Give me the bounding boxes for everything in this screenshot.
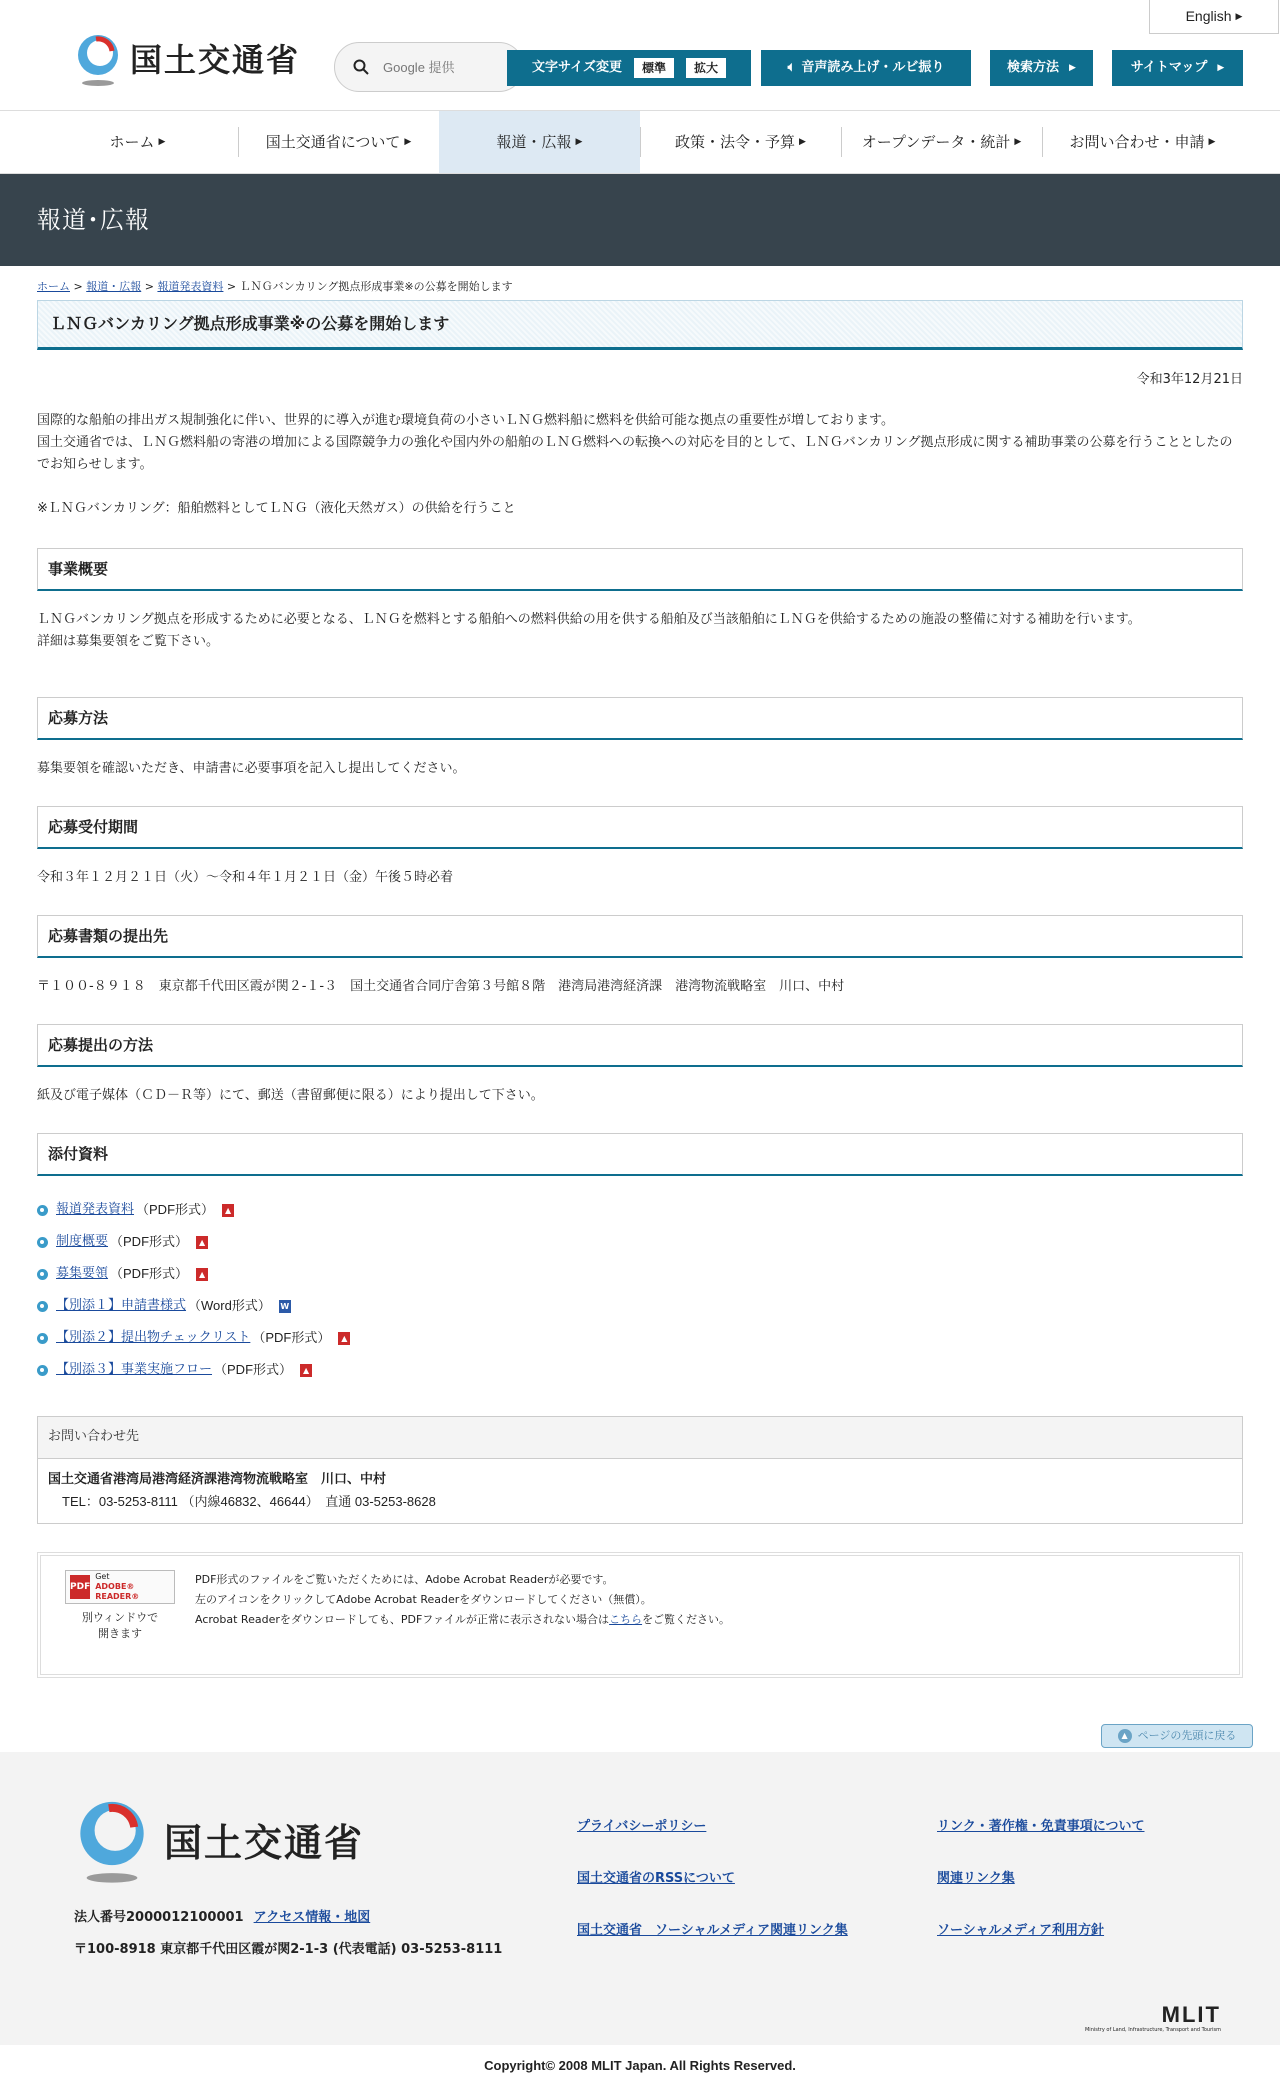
list-item: [37, 1226, 1243, 1258]
triangle-right-icon: ▶: [1235, 11, 1243, 22]
contact-body: [38, 1459, 1242, 1523]
bullet-icon: [37, 1333, 48, 1344]
voice-ruby-label: 音声読み上げ・ルビ振り: [801, 59, 945, 75]
section-paragraph: 〒１００-８９１８ 東京都千代田区霞が関２-１-３ 国土交通省合同庁舎第３号館８階 港湾局港湾経済課 港湾物流戦略室 川口、中村: [37, 979, 845, 995]
footer-info: [74, 1902, 502, 1966]
section-heading-attachments: 添付資料: [37, 1133, 1243, 1176]
site-header: [37, 0, 1243, 110]
footer-links: [577, 1816, 1217, 1942]
main-content: [37, 266, 1243, 1752]
bullet-icon: [37, 1205, 48, 1216]
list-item: [37, 1354, 1243, 1386]
attachment-format: （PDF形式）: [110, 1233, 189, 1249]
contact-box: [37, 1416, 1243, 1524]
adobe-badge-text: [95, 1572, 174, 1602]
list-item: [37, 1322, 1243, 1354]
global-nav: [0, 110, 1280, 174]
acrobat-line: [195, 1610, 730, 1630]
search-method-button[interactable]: [990, 50, 1093, 86]
mlit-wordmark: [1085, 2004, 1221, 2034]
footer-corp-number: 法人番号2000012100001: [74, 1910, 244, 1926]
nav-label: ホーム: [109, 133, 155, 151]
attachment-format: （PDF形式）: [136, 1201, 215, 1217]
nav-item-contact[interactable]: [1042, 111, 1243, 173]
attachment-link[interactable]: 募集要領: [56, 1265, 109, 1281]
triangle-right-icon: ▶: [575, 136, 583, 147]
contact-heading: お問い合わせ先: [38, 1417, 1242, 1459]
footer-corp-row: [74, 1902, 502, 1934]
list-item: [37, 1258, 1243, 1290]
search-method-label: 検索方法: [1007, 59, 1060, 75]
intro-text: [37, 410, 1243, 520]
footer-link-social-policy[interactable]: ソーシャルメディア利用方針: [937, 1923, 1105, 1939]
acrobat-notice: [37, 1552, 1243, 1678]
breadcrumb-press-releases[interactable]: 報道発表資料: [157, 280, 224, 293]
triangle-right-icon: ▶: [1014, 136, 1022, 147]
acrobat-window-note: [55, 1610, 185, 1642]
section-body-submit-to: [37, 976, 1243, 998]
attachment-link[interactable]: 制度概要: [56, 1233, 109, 1249]
font-size-standard-button[interactable]: 標準: [634, 58, 674, 78]
get-adobe-reader-button[interactable]: [65, 1570, 175, 1604]
attachment-format: （PDF形式）: [252, 1329, 331, 1345]
copyright: Copyright© 2008 MLIT Japan. All Rights Reserved.: [484, 2058, 796, 2074]
mlit-logo-icon: [74, 33, 122, 89]
section-body-overview: [37, 609, 1243, 653]
pdf-icon: ▲: [196, 1268, 208, 1281]
bullet-icon: [37, 1237, 48, 1248]
section-heading-apply: 応募方法: [37, 697, 1243, 740]
footer-link-rss[interactable]: 国土交通省のRSSについて: [577, 1871, 735, 1887]
attachment-format: （PDF形式）: [214, 1361, 293, 1377]
nav-label: 報道・広報: [496, 133, 572, 151]
category-title: 報道･広報: [37, 206, 150, 234]
bullet-icon: [37, 1269, 48, 1280]
pdf-icon: ▲: [338, 1332, 350, 1345]
nav-label: オープンデータ・統計: [861, 133, 1011, 151]
attachment-list: [37, 1194, 1243, 1386]
site-logo-text: 国土交通省: [130, 41, 301, 80]
adobe-badge-name: ADOBE® READER®: [95, 1582, 140, 1602]
nav-item-about[interactable]: [238, 111, 439, 173]
nav-item-opendata[interactable]: [841, 111, 1042, 173]
footer-logo-text: 国土交通省: [164, 1820, 365, 1865]
acrobat-line: 左のアイコンをクリックしてAdobe Acrobat Readerをダウンロードしてください（無償）。: [195, 1593, 652, 1607]
triangle-right-icon: ▶: [404, 136, 412, 147]
page-top-label: ページの先頭に戻る: [1137, 1729, 1237, 1743]
acrobat-download: [55, 1570, 185, 1660]
section-paragraph: 令和３年１２月２１日（火）～令和４年１月２１日（金）午後５時必着: [37, 870, 454, 886]
speaker-icon: 🔈︎: [787, 59, 796, 75]
section-paragraph: 詳細は募集要領をご覧下さい。: [37, 634, 220, 650]
breadcrumb-separator: >: [141, 280, 158, 293]
section-paragraph: ＬＮＧバンカリング拠点を形成するために必要となる、ＬＮＧを燃料とする船舶への燃料供給の用を供する船舶及び当該船舶にＬＮＧを供給するための施設の整備に対する補助を行います。: [37, 612, 1141, 628]
triangle-right-icon: ▶: [799, 136, 806, 147]
triangle-right-icon: ▶: [158, 136, 166, 147]
section-heading-period: 応募受付期間: [37, 806, 1243, 849]
sitemap-button[interactable]: [1112, 50, 1243, 86]
section-heading-overview: 事業概要: [37, 548, 1243, 591]
acrobat-line-text: をご覧ください。: [642, 1613, 731, 1627]
pdf-icon: ▲: [196, 1236, 208, 1249]
section-heading-submit-to: 応募書類の提出先: [37, 915, 1243, 958]
intro-paragraph: 国際的な船舶の排出ガス規制強化に伴い、世界的に導入が進む環境負荷の小さいＬＮＧ燃料船に燃料を供給可能な拠点の重要性が増しております。: [37, 413, 894, 429]
sitemap-label: サイトマップ: [1130, 59, 1208, 75]
arrow-up-icon: ▲: [1118, 1729, 1132, 1743]
word-icon: W: [280, 1301, 290, 1311]
attachment-link[interactable]: 【別添３】事業実施フロー: [56, 1361, 213, 1377]
section-body-apply: [37, 758, 1243, 780]
page-title: ＬＮＧバンカリング拠点形成事業※の公募を開始します: [37, 300, 1243, 350]
intro-note: ※ＬＮＧバンカリング：船舶燃料としてＬＮＧ（液化天然ガス）の供給を行うこと: [37, 501, 516, 517]
nav-item-press[interactable]: [439, 111, 640, 173]
contact-tel: TEL：03-5253-8111 （内線46832、46644） 直通 03-5253-8628: [62, 1494, 436, 1510]
breadcrumb-current: ＬＮＧバンカリング拠点形成事業※の公募を開始します: [239, 280, 513, 293]
search-icon[interactable]: [353, 59, 369, 75]
nav-label: お問い合わせ・申請: [1069, 133, 1205, 151]
site-search: [334, 42, 524, 92]
site-footer: [0, 1752, 1280, 2045]
mlit-logo-icon: [74, 1798, 150, 1888]
triangle-right-icon: ▶: [1217, 62, 1225, 73]
breadcrumb-home[interactable]: ホーム: [37, 280, 70, 293]
adobe-pdf-icon: PDF: [70, 1575, 90, 1599]
footer-link-social-links[interactable]: 国土交通省 ソーシャルメディア関連リンク集: [577, 1923, 848, 1939]
breadcrumb-press[interactable]: 報道・広報: [86, 280, 142, 293]
footer-address: 〒100-8918 東京都千代田区霞が関2-1-3 (代表電話) 03-5253-8111: [74, 1942, 503, 1958]
voice-ruby-button[interactable]: [761, 50, 971, 86]
english-button[interactable]: [1149, 0, 1279, 34]
attachment-link[interactable]: 報道発表資料: [56, 1201, 135, 1217]
section-body-submit-method: [37, 1085, 1243, 1107]
attachment-link[interactable]: 【別添２】提出物チェックリスト: [56, 1329, 251, 1345]
breadcrumb-separator: >: [223, 280, 240, 293]
footer-link-related[interactable]: 関連リンク集: [937, 1871, 1015, 1887]
contact-org: 国土交通省港湾局港湾経済課港湾物流戦略室 川口、中村: [48, 1472, 387, 1488]
list-item: [37, 1194, 1243, 1226]
acrobat-line: PDF形式のファイルをご覧いただくためには、Adobe Acrobat Readerが必要です。: [195, 1573, 614, 1587]
bullet-icon: [37, 1301, 48, 1312]
attachment-link[interactable]: 【別添１】申請書様式: [56, 1297, 187, 1313]
mlit-wordmark-small: Ministry of Land, Infrastructure, Transport and Tourism: [1084, 2027, 1221, 2034]
mlit-wordmark-big: MLIT: [1161, 2002, 1221, 2028]
font-size-control: [507, 50, 751, 86]
search-input[interactable]: [383, 60, 503, 75]
intro-paragraph: 国土交通省では、ＬＮＧ燃料船の寄港の増加による国際競争力の強化や国内外の船舶のＬＮＧ燃料への転換への対応を目的として、ＬＮＧバンカリング拠点形成に関する補助事業の公募を行うこととしたのでお知らせします。: [37, 435, 1233, 473]
nav-label: 国土交通省について: [265, 133, 401, 151]
attachment-format: （Word形式）: [188, 1297, 271, 1313]
acrobat-help-link[interactable]: こちら: [609, 1613, 643, 1627]
section-paragraph: 紙及び電子媒体（ＣＤ－Ｒ等）にて、郵送（書留郵便に限る）により提出して下さい。: [37, 1088, 544, 1104]
acrobat-window-note-line: 別ウィンドウで: [81, 1611, 159, 1625]
list-item: [37, 1290, 1243, 1322]
footer-logo[interactable]: [74, 1798, 364, 1888]
section-paragraph: 募集要領を確認いただき、申請書に必要事項を記入し提出してください。: [37, 761, 466, 777]
triangle-right-icon: ▶: [1208, 136, 1216, 147]
attachment-format: （PDF形式）: [110, 1265, 189, 1281]
english-label: English: [1185, 8, 1232, 25]
pdf-icon: ▲: [222, 1204, 234, 1217]
bullet-icon: [37, 1365, 48, 1376]
publish-date: 令和3年12月21日: [1136, 371, 1243, 387]
font-size-large-button[interactable]: 拡大: [686, 58, 726, 78]
pdf-icon: ▲: [300, 1364, 312, 1377]
footer-inner: [37, 1752, 1243, 2045]
footer-link-copyright[interactable]: リンク・著作権・免責事項について: [937, 1819, 1145, 1835]
category-band: [0, 174, 1280, 266]
pagetop-row: [37, 1706, 1243, 1752]
section-body-period: [37, 867, 1243, 889]
acrobat-window-note-line: 開きます: [98, 1627, 142, 1641]
nav-item-policy[interactable]: [640, 111, 841, 173]
section-heading-submit-method: 応募提出の方法: [37, 1024, 1243, 1067]
page-top-button[interactable]: [1101, 1724, 1253, 1748]
site-logo[interactable]: [74, 33, 300, 89]
breadcrumb-separator: >: [70, 280, 87, 293]
breadcrumb: [37, 266, 1243, 298]
footer-access-link[interactable]: アクセス情報・地図: [253, 1910, 371, 1926]
adobe-badge-get: Get: [95, 1572, 110, 1582]
triangle-right-icon: ▶: [1069, 62, 1076, 73]
nav-label: 政策・法令・予算: [675, 133, 796, 151]
font-size-label: 文字サイズ変更: [532, 59, 622, 75]
nav-item-home[interactable]: [37, 111, 238, 173]
acrobat-line-text: Acrobat Readerをダウンロードしても、PDFファイルが正常に表示されない場合は: [195, 1613, 610, 1627]
acrobat-text: [185, 1570, 730, 1660]
footer-link-privacy[interactable]: プライバシーポリシー: [577, 1819, 707, 1835]
